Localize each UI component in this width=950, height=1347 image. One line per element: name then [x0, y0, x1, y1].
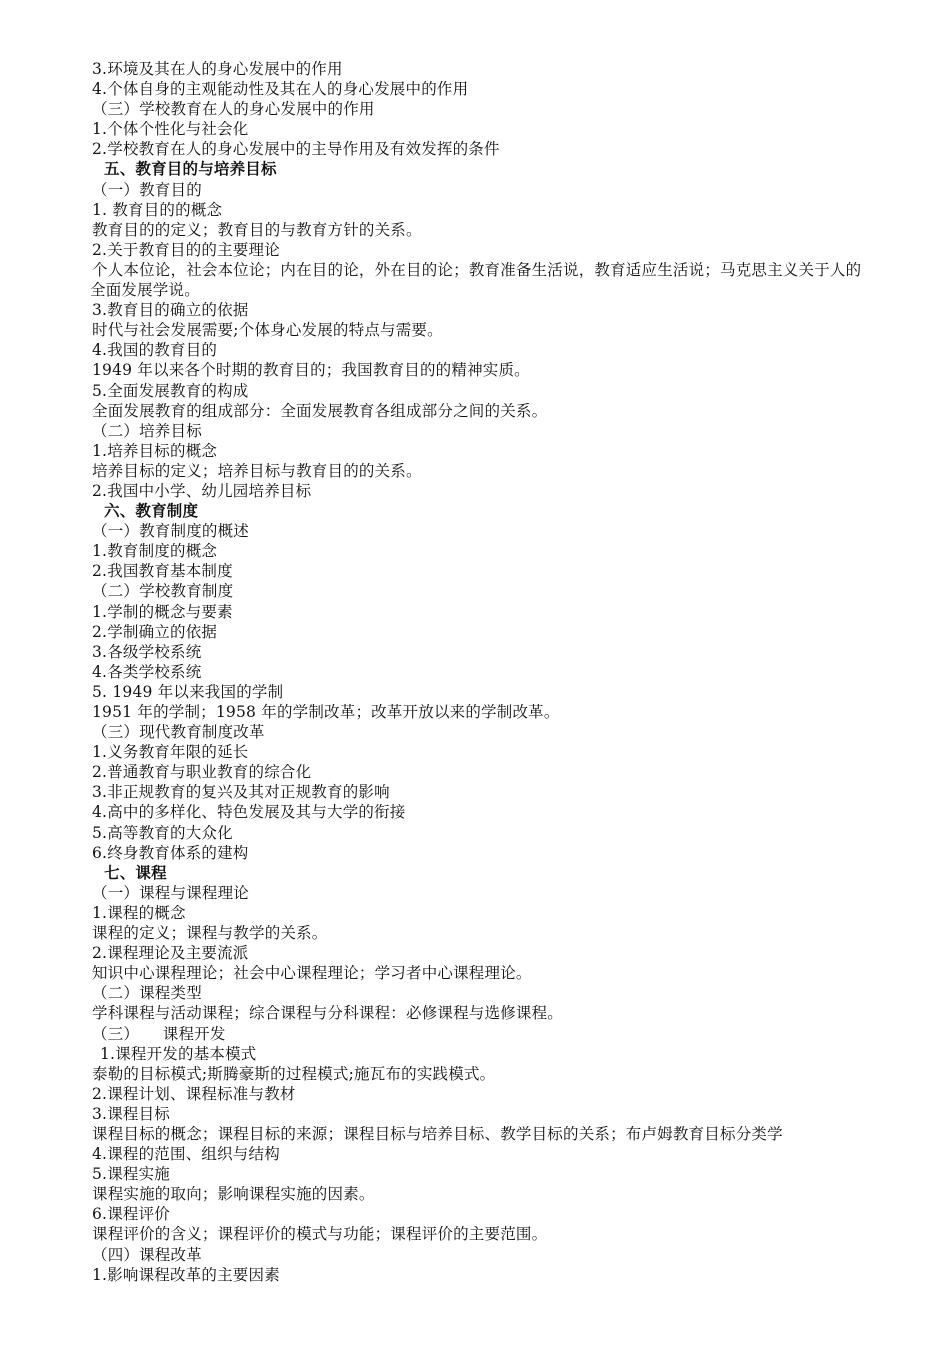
text-line: 1.课程的概念 — [92, 903, 186, 922]
text-line: 2.普通教育与职业教育的综合化 — [92, 763, 312, 782]
text-line: 5.课程实施 — [92, 1165, 170, 1184]
text-line: 1949 年以来各个时期的教育目的；我国教育目的的精神实质。 — [92, 361, 530, 380]
wrapped-paragraph — [90, 260, 876, 300]
text-line: 2.我国中小学、幼儿园培养目标 — [92, 481, 312, 500]
text-line: 培养目标的定义；培养目标与教育目的的关系。 — [92, 461, 422, 480]
text-line: 1. 教育目的的概念 — [92, 200, 223, 219]
subsection-heading: （一）教育制度的概述 — [92, 522, 250, 541]
text-line: 2.学校教育在人的身心发展中的主导作用及有效发挥的条件 — [92, 140, 500, 159]
text-line: 4.我国的教育目的 — [92, 341, 218, 360]
text-line: 3.环境及其在人的身心发展中的作用 — [92, 60, 343, 78]
text-line: 3.非正规教育的复兴及其对正规教育的影响 — [92, 783, 390, 802]
text-line: 2.课程计划、课程标准与教材 — [92, 1084, 296, 1103]
text-line: 5.高等教育的大众化 — [92, 823, 233, 842]
text-line: 1.培养目标的概念 — [92, 441, 218, 460]
text-line: 6.终身教育体系的建构 — [92, 843, 249, 862]
subsection-heading: （二）培养目标 — [92, 421, 202, 440]
text-line: 2.关于教育目的的主要理论 — [92, 240, 280, 259]
text-line: 3.课程目标 — [92, 1104, 170, 1123]
text-line: 1.义务教育年限的延长 — [92, 743, 249, 762]
text-line: 1.学制的概念与要素 — [92, 602, 233, 621]
text-line: 1.教育制度的概念 — [92, 542, 218, 561]
text-line: 3.教育目的确立的依据 — [92, 301, 249, 320]
text-line: 2.学制确立的依据 — [92, 622, 218, 641]
text-line: 1.个体个性化与社会化 — [92, 120, 249, 139]
text-line: 课程的定义；课程与教学的关系。 — [92, 924, 328, 943]
text-line: 1951 年的学制；1958 年的学制改革；改革开放以来的学制改革。 — [92, 703, 560, 721]
subsection-heading: （三）现代教育制度改革 — [92, 723, 265, 742]
text-line: 教育目的的定义；教育目的与教育方针的关系。 — [92, 220, 422, 239]
subsection-heading: （三） 课程开发 — [92, 1024, 226, 1043]
section-heading: 六、教育制度 — [104, 501, 199, 521]
text-line: 时代与社会发展需要;个体身心发展的特点与需要。 — [92, 321, 443, 340]
text-line: 5.全面发展教育的构成 — [92, 381, 249, 400]
text-line: 课程目标的概念；课程目标的来源；课程目标与培养目标、教学目标的关系；布卢姆教育目标分类学 — [92, 1124, 783, 1143]
text-line: 4.个体自身的主观能动性及其在人的身心发展中的作用 — [92, 80, 469, 99]
subsection-heading: （一）教育目的 — [92, 180, 202, 199]
text-line: 4.各类学校系统 — [92, 662, 202, 681]
text-line: 知识中心课程理论；社会中心课程理论；学习者中心课程理论。 — [92, 964, 532, 983]
document-body — [92, 59, 882, 1285]
text-line: 课程评价的含义；课程评价的模式与功能；课程评价的主要范围。 — [92, 1225, 548, 1244]
subsection-heading: （一）课程与课程理论 — [92, 883, 250, 902]
text-line: 5. 1949 年以来我国的学制 — [92, 682, 284, 701]
text-line: 课程实施的取向；影响课程实施的因素。 — [92, 1185, 375, 1204]
subsection-heading: （三）学校教育在人的身心发展中的作用 — [92, 100, 375, 119]
section-heading: 五、教育目的与培养目标 — [104, 159, 277, 179]
text-line: 1.课程开发的基本模式 — [100, 1044, 257, 1063]
text-line: 4.高中的多样化、特色发展及其与大学的衔接 — [92, 803, 406, 822]
text-line: 泰勒的目标模式;斯腾豪斯的过程模式;施瓦布的实践模式。 — [92, 1064, 496, 1083]
text-line: 6.课程评价 — [92, 1205, 170, 1224]
subsection-heading: （二）课程类型 — [92, 984, 202, 1003]
text-line: 1.影响课程改革的主要因素 — [92, 1265, 280, 1284]
text-line: 2.我国教育基本制度 — [92, 562, 233, 581]
section-heading: 七、课程 — [104, 862, 167, 882]
text-line: 3.各级学校系统 — [92, 642, 202, 661]
text-line: 4.课程的范围、组织与结构 — [92, 1145, 280, 1164]
text-line: 2.课程理论及主要流派 — [92, 944, 249, 963]
subsection-heading: （二）学校教育制度 — [92, 582, 234, 601]
text-line: 全面发展教育的组成部分：全面发展教育各组成部分之间的关系。 — [92, 401, 548, 420]
text-line: 学科课程与活动课程；综合课程与分科课程：必修课程与选修课程。 — [92, 1004, 564, 1023]
subsection-heading: （四）课程改革 — [92, 1245, 202, 1264]
paragraph-text: 个人本位论，社会本位论；内在目的论，外在目的论；教育准备生活说，教育适应生活说；马克思主义关于人的全面发展学说。 — [90, 260, 862, 300]
